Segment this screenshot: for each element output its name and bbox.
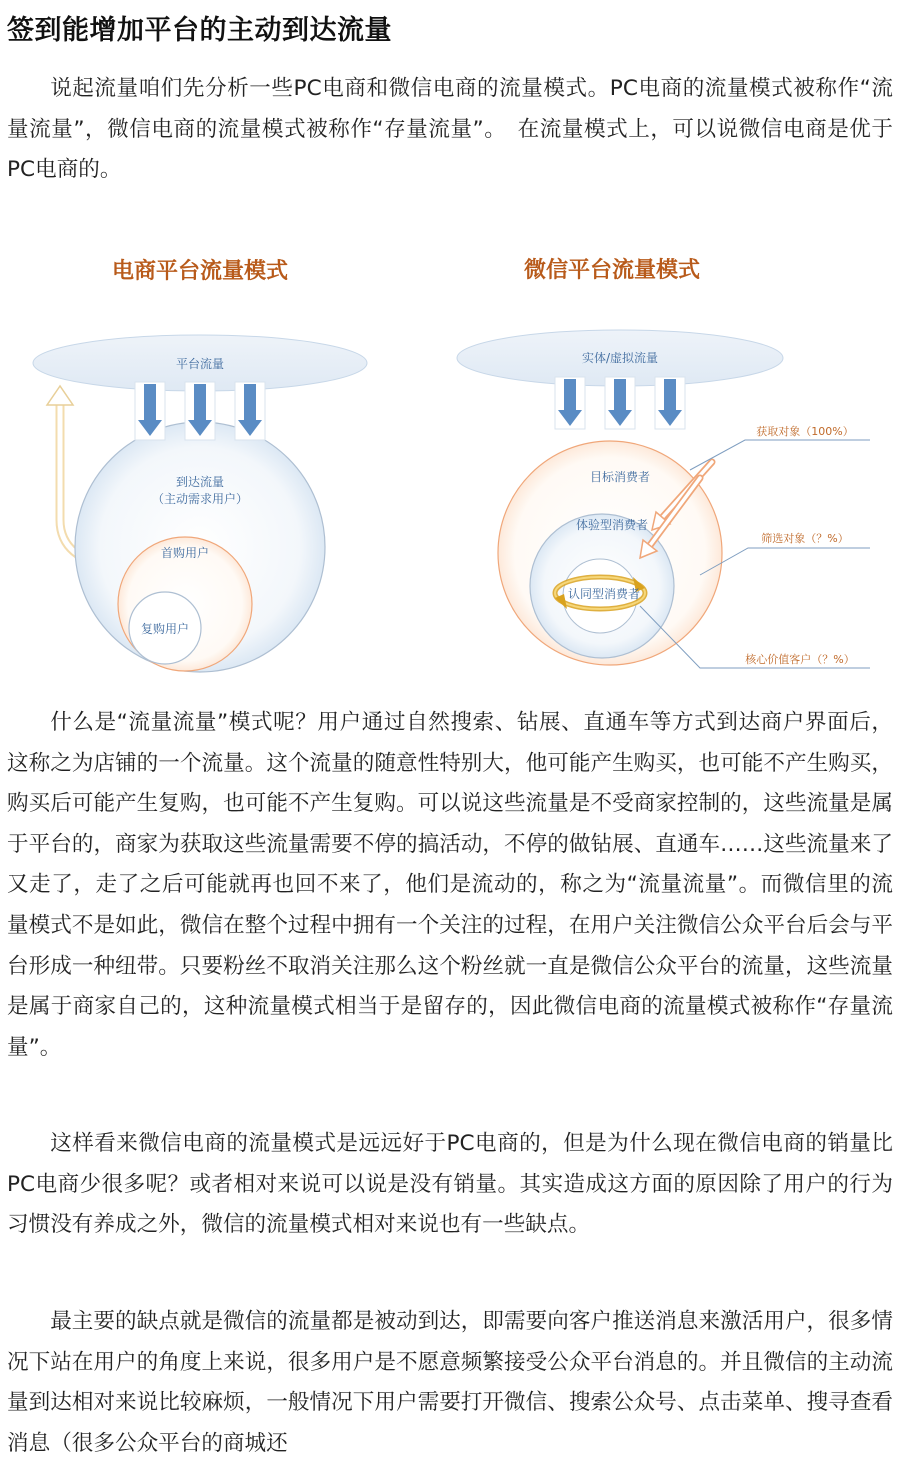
traffic-model-diagram	[0, 230, 900, 685]
paragraph-drawbacks: 最主要的缺点就是微信的流量都是被动到达，即需要向客户推送消息来激活用户，很多情况下站在用户的角度上来说，很多用户是不愿意频繁接受公众平台消息的。并且微信的主动流量到达相对来说比较麻烦，一般情况下用户需要打开微信、搜索公众号、点击菜单、搜寻查看消息（很多公众平台的商城还	[7, 1309, 893, 1456]
down-arrow-icon	[185, 382, 215, 440]
callout-line-filter	[700, 548, 870, 575]
first-purchase-label: 首购用户	[160, 546, 210, 560]
return-arrow-head	[47, 386, 73, 405]
down-arrow-icon	[605, 377, 635, 429]
down-arrow-icon	[655, 377, 685, 429]
identify-consumer-label: 认同型消费者	[567, 587, 641, 601]
callout-acquire-label: 获取对象（100%）	[756, 425, 854, 438]
callout-line-acquire	[690, 440, 870, 470]
down-arrow-icon	[555, 377, 585, 429]
target-consumer-label: 目标消费者	[589, 470, 651, 484]
ecommerce-traffic-model	[33, 258, 367, 672]
platform-traffic-label: 平台流量	[175, 357, 225, 371]
callout-filter-label: 筛选对象（？%）	[761, 532, 849, 545]
paragraph-intro: 说起流量咱们先分析一些PC电商和微信电商的流量模式。PC电商的流量模式被称作“流量流量”，微信电商的流量模式被称作“存量流量”。 在流量模式上，可以说微信电商是优于PC电商的。	[7, 76, 893, 183]
arrive-traffic-sublabel: （主动需求用户）	[151, 492, 249, 506]
experience-consumer-label: 体验型消费者	[575, 518, 649, 532]
left-diagram-title: 电商平台流量模式	[111, 259, 289, 284]
down-arrow-icon	[135, 382, 165, 440]
article-heading: 签到能增加平台的主动到达流量	[7, 15, 392, 46]
paragraph-traffic-definition: 什么是“流量流量”模式呢？用户通过自然搜索、钻展、直通车等方式到达商户界面后，这称之为店铺的一个流量。这个流量的随意性特别大，他可能产生购买，也可能不产生购买，购买后可能产生复购，也可能不产生复购。可以说这些流量是不受商家控制的，这些流量是属于平台的，商家为获取这些流量需要不停的搞活动，不停的做钻展、直通车……这些流量来了又走了，走了之后可能就再也回不来了，他们是流动的，称之为“流量流量”。而微信里的流量模式不是如此，微信在整个过程中拥有一个关注的过程，在用户关注微信公众平台后会与平台形成一种纽带。只要粉丝不取消关注那么这个粉丝就一直是微信公众平台的流量，这些流量是属于商家自己的，这种流量模式相当于是留存的，因此微信电商的流量模式被称作“存量流量”。	[7, 710, 893, 1060]
paragraph-comparison: 这样看来微信电商的流量模式是远远好于PC电商的，但是为什么现在微信电商的销量比PC电商少很多呢？或者相对来说可以说是没有销量。其实造成这方面的原因除了用户的行为习惯没有养成之外，微信的流量模式相对来说也有一些缺点。	[7, 1131, 893, 1238]
entity-traffic-label: 实体/虚拟流量	[581, 351, 659, 365]
callout-core-label: 核心价值客户（？%）	[745, 653, 855, 666]
down-arrow-icon	[235, 382, 265, 440]
arrive-traffic-label: 到达流量	[175, 475, 225, 489]
wechat-traffic-model	[457, 257, 870, 668]
repeat-purchase-label: 复购用户	[140, 622, 190, 636]
right-diagram-title: 微信平台流量模式	[523, 258, 701, 283]
